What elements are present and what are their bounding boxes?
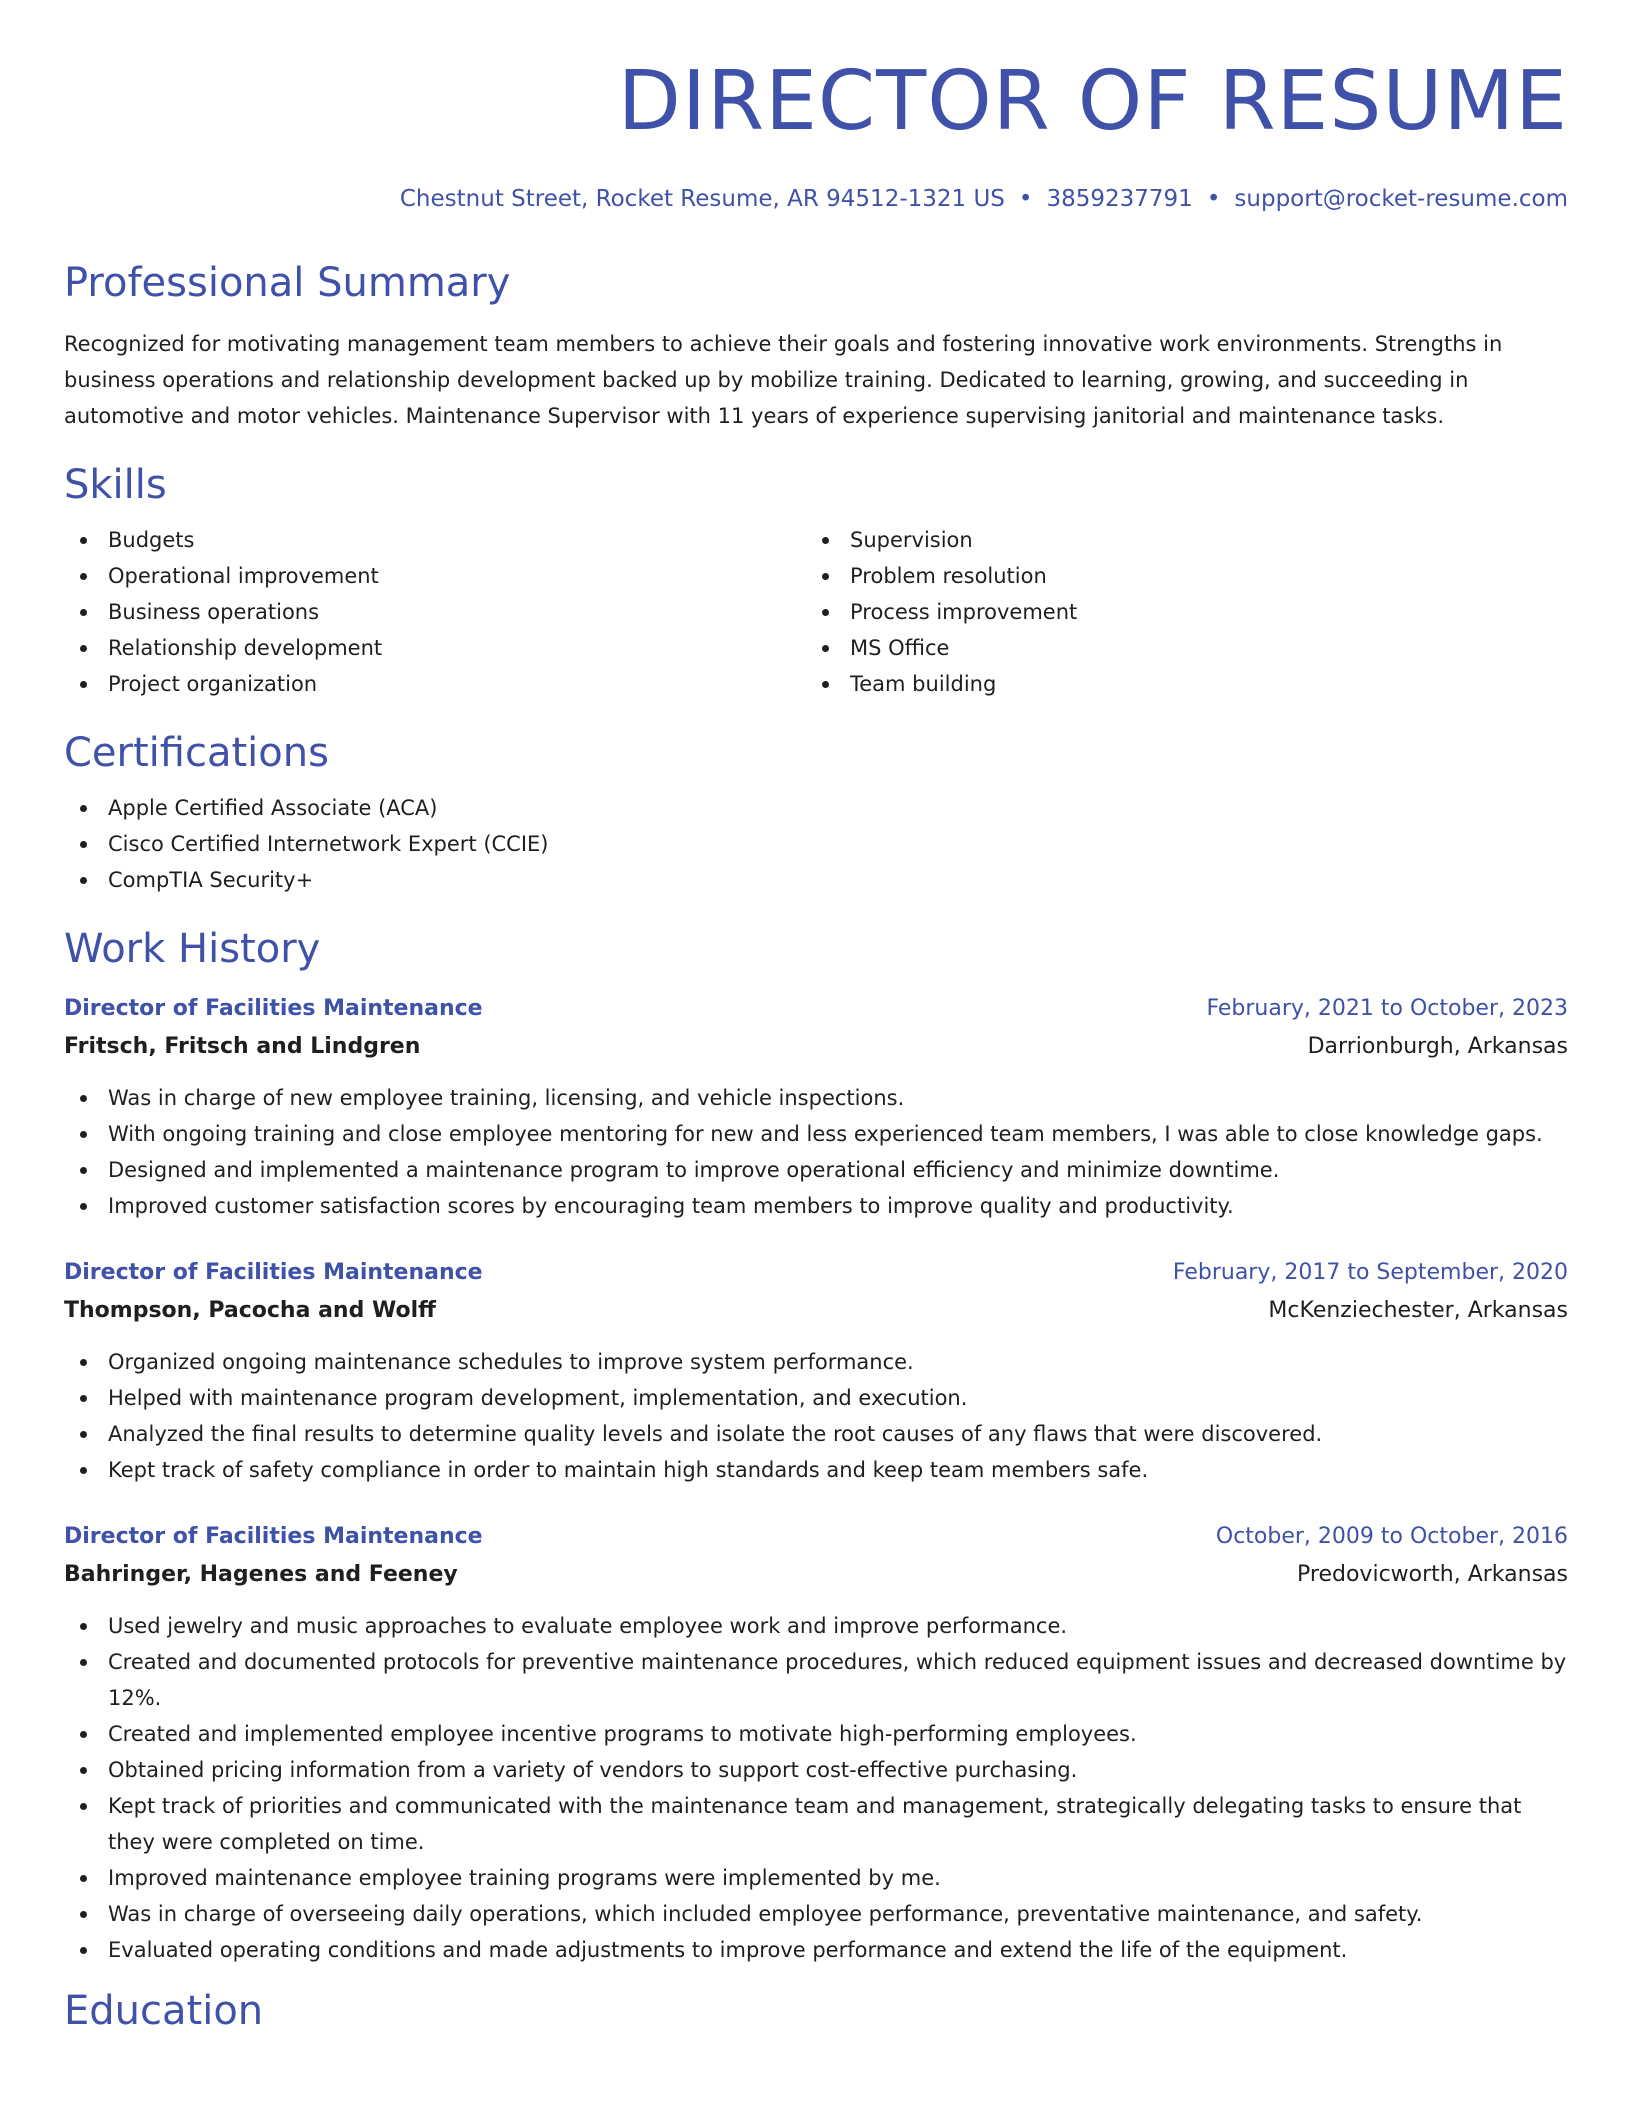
job-bullet: Obtained pricing information from a variety of vendors to support cost-effective purchasing.	[64, 1752, 1568, 1788]
contact-separator: •	[1206, 186, 1221, 212]
job-bullet: Kept track of safety compliance in order to maintain high standards and keep team members safe.	[64, 1452, 1568, 1488]
job-title-row	[64, 1254, 1568, 1292]
job-dates: October, 2009 to October, 2016	[1215, 1524, 1568, 1549]
job-bullet: With ongoing training and close employee mentoring for new and less experienced team members, I was able to close knowledge gaps.	[64, 1116, 1568, 1152]
candidate-name: DIRECTOR OF RESUME	[617, 54, 1568, 149]
job-bullets	[64, 1344, 1568, 1488]
job-entry	[64, 1518, 1568, 1968]
job-bullet: Created and documented protocols for preventive maintenance procedures, which reduced equipment issues and decreased downtime by 12%.	[64, 1644, 1568, 1716]
job-title: Director of Facilities Maintenance	[64, 996, 483, 1021]
certification-item: Cisco Certified Internetwork Expert (CCIE)	[64, 826, 1568, 862]
job-company-row	[64, 1556, 1568, 1594]
certification-item: CompTIA Security+	[64, 862, 1568, 898]
summary-section	[64, 258, 1568, 434]
resume-page	[64, 0, 1568, 2036]
job-bullet: Organized ongoing maintenance schedules to improve system performance.	[64, 1344, 1568, 1380]
job-company: Thompson, Pacocha and Wolff	[64, 1298, 436, 1323]
skill-item: Relationship development	[64, 630, 806, 666]
job-entry	[64, 1254, 1568, 1488]
job-bullet: Helped with maintenance program development, implementation, and execution.	[64, 1380, 1568, 1416]
job-bullets	[64, 1608, 1568, 1968]
job-bullet: Was in charge of new employee training, licensing, and vehicle inspections.	[64, 1080, 1568, 1116]
education-section	[64, 1986, 1568, 2036]
work-history-heading: Work History	[64, 926, 321, 972]
job-company: Fritsch, Fritsch and Lindgren	[64, 1034, 421, 1059]
job-bullet: Improved customer satisfaction scores by encouraging team members to improve quality and productivity.	[64, 1188, 1568, 1224]
job-title-row	[64, 990, 1568, 1028]
certification-item: Apple Certified Associate (ACA)	[64, 790, 1568, 826]
contact-separator: •	[1018, 186, 1033, 212]
skills-left-column	[64, 522, 806, 702]
job-entry	[64, 990, 1568, 1224]
skill-item: Project organization	[64, 666, 806, 702]
job-location: Darrionburgh, Arkansas	[1307, 1034, 1568, 1059]
skill-item: Supervision	[806, 522, 1548, 558]
skill-item: Process improvement	[806, 594, 1548, 630]
contact-email[interactable]: support@rocket-resume.com	[1234, 186, 1568, 212]
skill-item: Problem resolution	[806, 558, 1548, 594]
summary-heading: Professional Summary	[64, 260, 511, 306]
job-title: Director of Facilities Maintenance	[64, 1260, 483, 1285]
skills-right-column	[806, 522, 1548, 702]
job-bullet: Analyzed the final results to determine quality levels and isolate the root causes of any flaws that were discovered.	[64, 1416, 1568, 1452]
job-bullet: Kept track of priorities and communicated with the maintenance team and management, strategically delegating tasks to ensure that they were completed on time.	[64, 1788, 1568, 1860]
work-history-section	[64, 924, 1568, 1968]
skills-section	[64, 460, 1568, 702]
contact-line	[64, 184, 1568, 214]
contact-phone: 3859237791	[1046, 186, 1193, 212]
job-bullet: Created and implemented employee incentive programs to motivate high-performing employees.	[64, 1716, 1568, 1752]
skills-heading: Skills	[64, 462, 167, 508]
job-company-row	[64, 1028, 1568, 1066]
certifications-list	[64, 790, 1568, 898]
skill-item: Operational improvement	[64, 558, 806, 594]
job-bullet: Was in charge of overseeing daily operations, which included employee performance, preventative maintenance, and safety.	[64, 1896, 1568, 1932]
contact-address: Chestnut Street, Rocket Resume, AR 94512-1321 US	[399, 186, 1005, 212]
summary-text: Recognized for motivating management team members to achieve their goals and fostering innovative work environments. Strengths in business operations and relationship development backed up by mobilize training. Dedicated to learning, growing, and succeeding in automotive and motor vehicles. Maintenance Supervisor with 11 years of experience supervising janitorial and maintenance tasks.	[64, 332, 1503, 428]
job-location: McKenziechester, Arkansas	[1268, 1298, 1568, 1323]
skill-item: MS Office	[806, 630, 1548, 666]
job-dates: February, 2017 to September, 2020	[1172, 1260, 1568, 1285]
job-title-row	[64, 1518, 1568, 1556]
skill-item: Budgets	[64, 522, 806, 558]
job-company-row	[64, 1292, 1568, 1330]
education-heading: Education	[64, 1988, 264, 2034]
job-bullet: Used jewelry and music approaches to evaluate employee work and improve performance.	[64, 1608, 1568, 1644]
resume-header	[64, 0, 1568, 214]
job-bullets	[64, 1080, 1568, 1224]
job-title: Director of Facilities Maintenance	[64, 1524, 483, 1549]
certifications-section	[64, 728, 1568, 898]
job-company: Bahringer, Hagenes and Feeney	[64, 1562, 458, 1587]
skill-item: Team building	[806, 666, 1548, 702]
skill-item: Business operations	[64, 594, 806, 630]
job-dates: February, 2021 to October, 2023	[1206, 996, 1568, 1021]
job-bullet: Improved maintenance employee training programs were implemented by me.	[64, 1860, 1568, 1896]
certifications-heading: Certifications	[64, 730, 329, 776]
skills-grid	[64, 522, 1568, 702]
job-bullet: Evaluated operating conditions and made adjustments to improve performance and extend the life of the equipment.	[64, 1932, 1568, 1968]
job-bullet: Designed and implemented a maintenance program to improve operational efficiency and minimize downtime.	[64, 1152, 1568, 1188]
job-location: Predovicworth, Arkansas	[1297, 1562, 1568, 1587]
